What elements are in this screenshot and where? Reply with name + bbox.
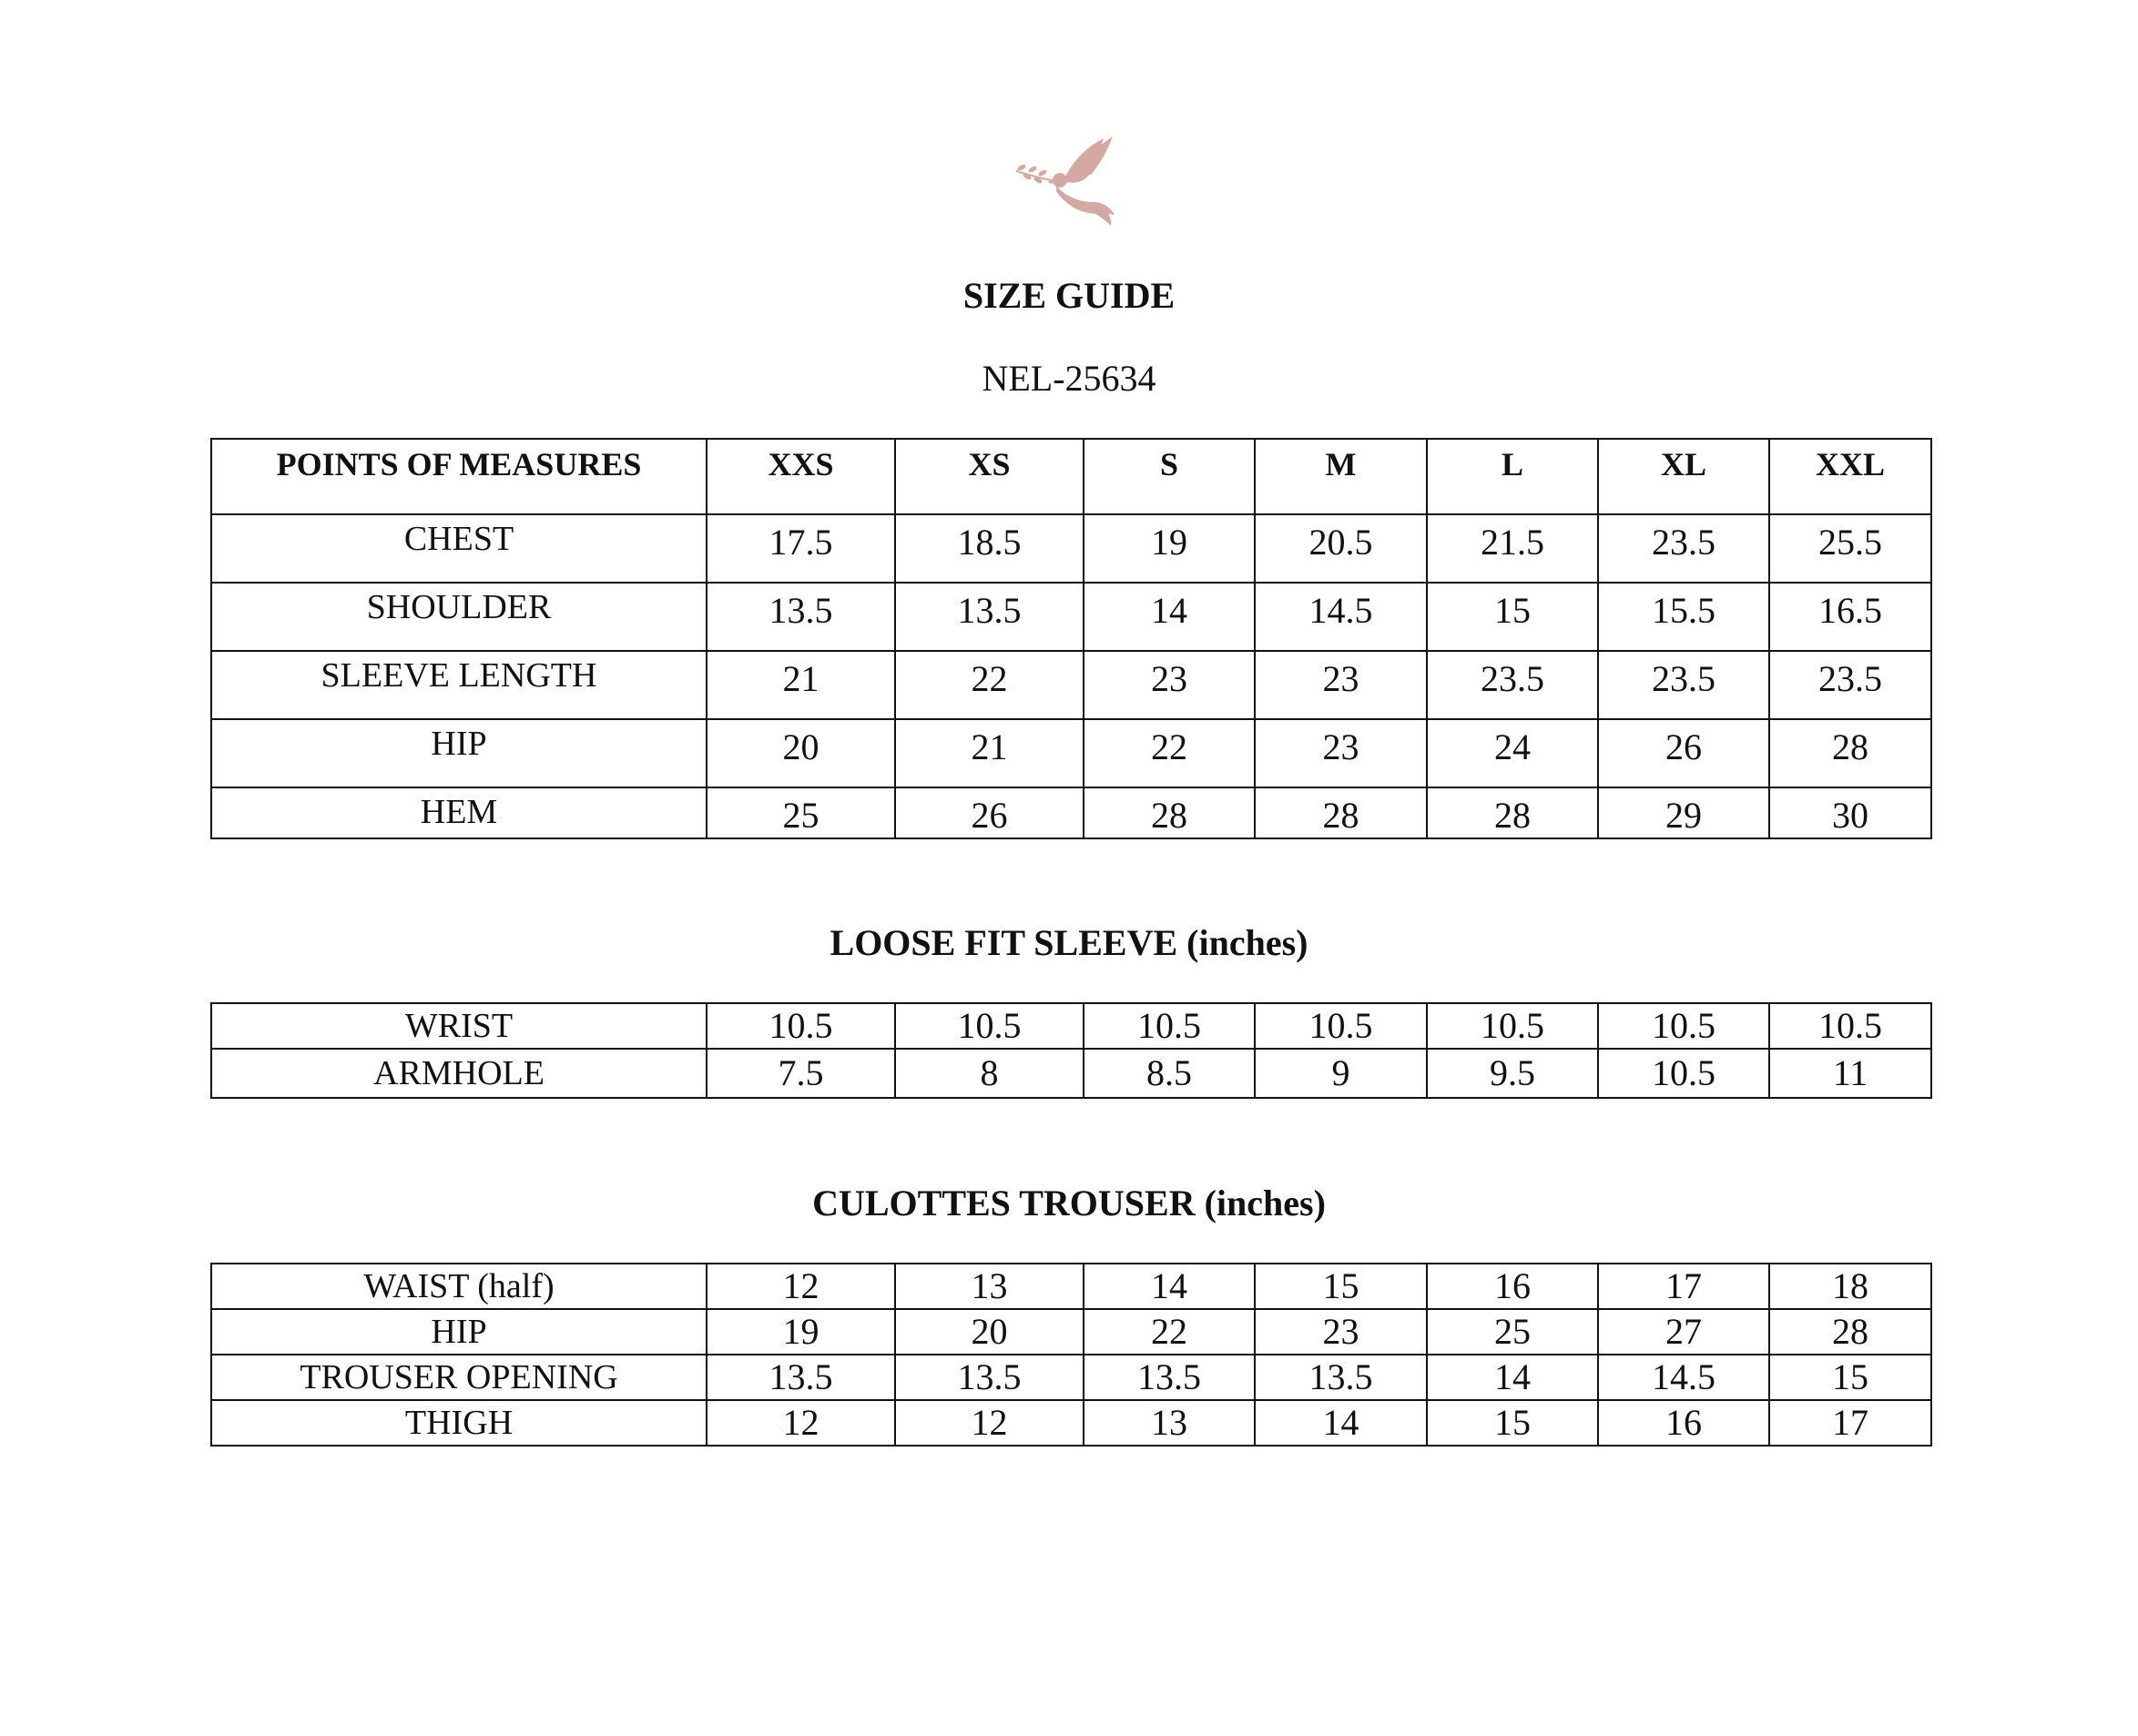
table-cell: 10.5	[895, 1003, 1084, 1049]
table-cell: 23.5	[1598, 651, 1769, 719]
table-cell: 22	[1084, 719, 1255, 787]
table-cell: 21.5	[1427, 514, 1598, 583]
table-cell: 21	[707, 651, 895, 719]
table-cell: 7.5	[707, 1049, 895, 1098]
table-cell: 23.5	[1598, 514, 1769, 583]
table-row	[211, 651, 1931, 719]
row-label: SHOULDER	[211, 583, 707, 651]
table-cell: 16	[1427, 1264, 1598, 1309]
table-cell: 22	[1084, 1309, 1255, 1355]
table-cell: 11	[1769, 1049, 1931, 1098]
column-header: L	[1427, 439, 1598, 514]
table-cell: 8.5	[1084, 1049, 1255, 1098]
table-cell: 10.5	[1598, 1003, 1769, 1049]
table-cell: 24	[1427, 719, 1598, 787]
table-cell: 15	[1769, 1355, 1931, 1400]
sleeve-section-title: LOOSE FIT SLEEVE (inches)	[830, 922, 1308, 963]
table-cell: 25	[707, 787, 895, 838]
row-label: HEM	[211, 787, 707, 838]
table-cell: 23.5	[1427, 651, 1598, 719]
table-cell: 26	[895, 787, 1084, 838]
column-header: XXL	[1769, 439, 1931, 514]
table-cell: 10.5	[1427, 1003, 1598, 1049]
table-cell: 13	[1084, 1400, 1255, 1446]
table-cell: 13.5	[1255, 1355, 1427, 1400]
table-cell: 27	[1598, 1309, 1769, 1355]
table-cell: 28	[1427, 787, 1598, 838]
table-cell: 18	[1769, 1264, 1931, 1309]
table-row	[211, 1003, 1931, 1049]
table-row	[211, 1049, 1931, 1098]
column-header: XL	[1598, 439, 1769, 514]
row-label: WAIST (half)	[211, 1264, 707, 1309]
table-cell: 13.5	[707, 583, 895, 651]
row-label: HIP	[211, 1309, 707, 1355]
table-row	[211, 787, 1931, 838]
table-cell: 25.5	[1769, 514, 1931, 583]
row-label: CHEST	[211, 514, 707, 583]
table-cell: 23.5	[1769, 651, 1931, 719]
table-cell: 12	[895, 1400, 1084, 1446]
table-cell: 14	[1427, 1355, 1598, 1400]
table-cell: 21	[895, 719, 1084, 787]
row-label: ARMHOLE	[211, 1049, 707, 1098]
table-cell: 29	[1598, 787, 1769, 838]
row-label: HIP	[211, 719, 707, 787]
table-cell: 10.5	[707, 1003, 895, 1049]
table-cell: 14.5	[1598, 1355, 1769, 1400]
table-cell: 30	[1769, 787, 1931, 838]
table-row	[211, 1355, 1931, 1400]
trouser-section-title: CULOTTES TROUSER (inches)	[812, 1183, 1326, 1223]
table-cell: 9	[1255, 1049, 1427, 1098]
table-row	[211, 583, 1931, 651]
column-header: XXS	[707, 439, 895, 514]
row-label: THIGH	[211, 1400, 707, 1446]
table-row	[211, 719, 1931, 787]
dove-logo-icon	[1013, 135, 1125, 229]
row-label: SLEEVE LENGTH	[211, 651, 707, 719]
table-cell: 23	[1255, 651, 1427, 719]
table-cell: 19	[1084, 514, 1255, 583]
table-cell: 9.5	[1427, 1049, 1598, 1098]
table-cell: 12	[707, 1264, 895, 1309]
table-cell: 16	[1598, 1400, 1769, 1446]
table-cell: 17	[1598, 1264, 1769, 1309]
table-cell: 20	[895, 1309, 1084, 1355]
row-label: WRIST	[211, 1003, 707, 1049]
table-cell: 28	[1769, 1309, 1931, 1355]
table-cell: 10.5	[1084, 1003, 1255, 1049]
table-cell: 23	[1255, 1309, 1427, 1355]
column-header: XS	[895, 439, 1084, 514]
table-cell: 13.5	[895, 1355, 1084, 1400]
column-header: POINTS OF MEASURES	[211, 439, 707, 514]
table-cell: 28	[1769, 719, 1931, 787]
table-row	[211, 1309, 1931, 1355]
trouser-table	[210, 1263, 1932, 1447]
row-label: TROUSER OPENING	[211, 1355, 707, 1400]
table-cell: 15	[1427, 583, 1598, 651]
table-cell: 20	[707, 719, 895, 787]
table-cell: 17.5	[707, 514, 895, 583]
column-header: S	[1084, 439, 1255, 514]
table-cell: 14	[1084, 1264, 1255, 1309]
table-cell: 22	[895, 651, 1084, 719]
table-cell: 14	[1084, 583, 1255, 651]
table-cell: 10.5	[1598, 1049, 1769, 1098]
table-cell: 23	[1084, 651, 1255, 719]
table-cell: 13	[895, 1264, 1084, 1309]
table-cell: 8	[895, 1049, 1084, 1098]
table-cell: 15.5	[1598, 583, 1769, 651]
table-row	[211, 1264, 1931, 1309]
table-cell: 13.5	[895, 583, 1084, 651]
table-cell: 10.5	[1769, 1003, 1931, 1049]
table-row	[211, 514, 1931, 583]
product-code: NEL-25634	[982, 358, 1156, 399]
table-cell: 17	[1769, 1400, 1931, 1446]
table-cell: 13.5	[707, 1355, 895, 1400]
table-cell: 10.5	[1255, 1003, 1427, 1049]
table-cell: 19	[707, 1309, 895, 1355]
table-cell: 13.5	[1084, 1355, 1255, 1400]
table-cell: 20.5	[1255, 514, 1427, 583]
table-row	[211, 1400, 1931, 1446]
table-cell: 28	[1255, 787, 1427, 838]
table-cell: 23	[1255, 719, 1427, 787]
table-cell: 14	[1255, 1400, 1427, 1446]
table-cell: 18.5	[895, 514, 1084, 583]
sleeve-table	[210, 1002, 1932, 1099]
table-cell: 16.5	[1769, 583, 1931, 651]
size-table-header-row	[211, 439, 1931, 514]
table-cell: 28	[1084, 787, 1255, 838]
table-cell: 14.5	[1255, 583, 1427, 651]
column-header: M	[1255, 439, 1427, 514]
page-title: SIZE GUIDE	[962, 275, 1176, 316]
table-cell: 25	[1427, 1309, 1598, 1355]
size-table	[210, 438, 1932, 839]
table-cell: 15	[1427, 1400, 1598, 1446]
table-cell: 12	[707, 1400, 895, 1446]
table-cell: 26	[1598, 719, 1769, 787]
table-cell: 15	[1255, 1264, 1427, 1309]
